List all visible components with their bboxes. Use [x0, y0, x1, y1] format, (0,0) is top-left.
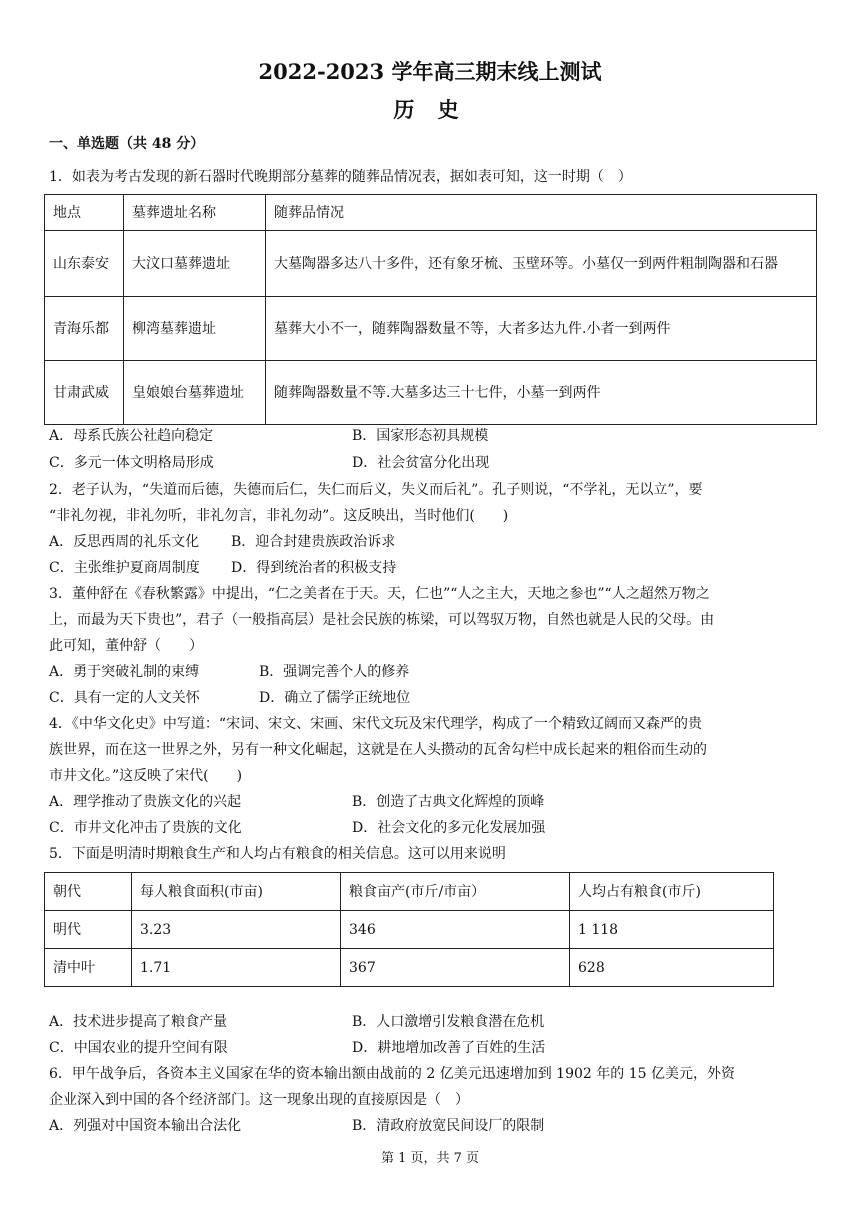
q5-option-d[interactable]: D．耕地增加改善了百姓的生活: [352, 1040, 546, 1056]
table-header-cell: 墓葬遗址名称: [124, 195, 266, 231]
q5-table: [44, 872, 774, 987]
page-footer: 第 1 页，共 7 页: [380, 1151, 480, 1166]
table-header-cell: 粮食亩产(市斤/市亩）: [341, 873, 570, 911]
table-cell: 皇娘娘台墓葬遗址: [124, 361, 266, 425]
q3-stem-line: 3．董仲舒在《春秋繁露》中提出，“仁之美者在于天。天，仁也”“人之主大，天地之参也”“人之超然万物之: [49, 586, 710, 602]
q4-stem-line: 4．《中华文化史》中写道：“宋词、宋文、宋画、宋代文玩及宋代理学，构成了一个精致辽阔而又森严的贵: [49, 716, 703, 732]
table-cell: 大墓陶器多达八十多件，还有象牙梳、玉壁环等。小墓仅一到两件粗制陶器和石器: [266, 231, 817, 297]
table-cell: 青海乐都: [45, 297, 124, 361]
q3-option-b[interactable]: B．强调完善个人的修养: [259, 664, 410, 680]
q1-option-b[interactable]: B．国家形态初具规模: [352, 428, 489, 444]
table-row: [45, 231, 817, 297]
q6-stem-line: 企业深入到中国的各个经济部门。这一现象出现的直接原因是（ ）: [49, 1092, 469, 1108]
q2-option-c[interactable]: C．主张维护夏商周制度: [49, 560, 200, 576]
table-cell: 1.71: [132, 949, 341, 987]
q2-option-d[interactable]: D．得到统治者的积极支持: [231, 560, 397, 576]
q4-option-a[interactable]: A．理学推动了贵族文化的兴起: [49, 794, 242, 810]
exam-title: 2022-2023 学年高三期末线上测试: [258, 59, 602, 84]
q3-option-c[interactable]: C．具有一定的人文关怀: [49, 690, 200, 706]
table-header-row: [45, 195, 817, 231]
table-cell: 367: [341, 949, 570, 987]
table-header-row: [45, 873, 774, 911]
subject-title: 历 史: [393, 97, 467, 122]
q2-stem-line: “非礼勿视，非礼勿听，非礼勿言，非礼勿动”。这反映出，当时他们( ): [49, 508, 509, 524]
table-cell: 3.23: [132, 911, 341, 949]
q3-option-d[interactable]: D．确立了儒学正统地位: [259, 690, 411, 706]
table-header-cell: 随葬品情况: [266, 195, 817, 231]
table-row: [45, 911, 774, 949]
q4-stem-line: 族世界，而在这一世界之外，另有一种文化崛起，这就是在人头攒动的瓦舍勾栏中成长起来的粗俗而生动的: [49, 742, 707, 758]
q1-stem: 1．如表为考古发现的新石器时代晚期部分墓葬的随葬品情况表，据如表可知，这一时期（ ）: [49, 169, 632, 185]
q3-option-a[interactable]: A．勇于突破礼制的束缚: [49, 664, 200, 680]
table-header-cell: 地点: [45, 195, 124, 231]
q4-option-b[interactable]: B．创造了古典文化辉煌的顶峰: [352, 794, 545, 810]
table-row: [45, 297, 817, 361]
table-header-cell: 朝代: [45, 873, 132, 911]
q2-option-a[interactable]: A．反思西周的礼乐文化: [49, 534, 200, 550]
table-cell: 明代: [45, 911, 132, 949]
q5-stem: 5．下面是明清时期粮食生产和人均占有粮食的相关信息。这可以用来说明: [49, 846, 506, 862]
q1-option-a[interactable]: A．母系氏族公社趋向稳定: [49, 428, 214, 444]
table-cell: 346: [341, 911, 570, 949]
table-cell: 墓葬大小不一，随葬陶器数量不等，大者多达九件.小者一到两件: [266, 297, 817, 361]
table-row: [45, 361, 817, 425]
table-header-cell: 每人粮食面积(市亩): [132, 873, 341, 911]
table-cell: 甘肃武威: [45, 361, 124, 425]
table-cell: 628: [570, 949, 774, 987]
q6-stem-line: 6．甲午战争后，各资本主义国家在华的资本输出额由战前的 2 亿美元迅速增加到 1902 年的 15 亿美元，外资: [49, 1066, 735, 1082]
q3-stem-line: 上，而最为天下贵也”，君子（一般指高层）是社会民族的栋梁，可以驾驭万物，自然也就是人民的父母。由: [49, 612, 715, 628]
q5-option-c[interactable]: C．中国农业的提升空间有限: [49, 1040, 228, 1056]
q1-table: [44, 194, 817, 425]
q1-option-c[interactable]: C．多元一体文明格局形成: [49, 455, 214, 471]
q1-option-d[interactable]: D．社会贫富分化出现: [352, 455, 490, 471]
q6-option-a[interactable]: A．列强对中国资本输出合法化: [49, 1118, 242, 1134]
q5-option-b[interactable]: B．人口激增引发粮食潜在危机: [352, 1014, 545, 1030]
q4-option-d[interactable]: D．社会文化的多元化发展加强: [352, 820, 546, 836]
table-row: [45, 949, 774, 987]
table-cell: 1 118: [570, 911, 774, 949]
q2-option-b[interactable]: B．迎合封建贵族政治诉求: [231, 534, 396, 550]
section-heading: 一、单选题（共 48 分）: [49, 136, 205, 152]
table-cell: 随葬陶器数量不等.大墓多达三十七件，小墓一到两件: [266, 361, 817, 425]
q3-stem-line: 此可知，董仲舒（ ）: [49, 638, 203, 654]
q4-option-c[interactable]: C．市井文化冲击了贵族的文化: [49, 820, 242, 836]
q6-option-b[interactable]: B．清政府放宽民间设厂的限制: [352, 1118, 545, 1134]
table-cell: 山东泰安: [45, 231, 124, 297]
q4-stem-line: 市井文化。”这反映了宋代( ): [49, 768, 243, 784]
table-cell: 柳湾墓葬遗址: [124, 297, 266, 361]
table-header-cell: 人均占有粮食(市斤): [570, 873, 774, 911]
table-cell: 清中叶: [45, 949, 132, 987]
q2-stem-line: 2．老子认为，“失道而后德，失德而后仁，失仁而后义，失义而后礼”。孔子则说，“不学礼，无以立”，要: [49, 482, 703, 498]
table-cell: 大汶口墓葬遗址: [124, 231, 266, 297]
q5-option-a[interactable]: A．技术进步提高了粮食产量: [49, 1014, 228, 1030]
